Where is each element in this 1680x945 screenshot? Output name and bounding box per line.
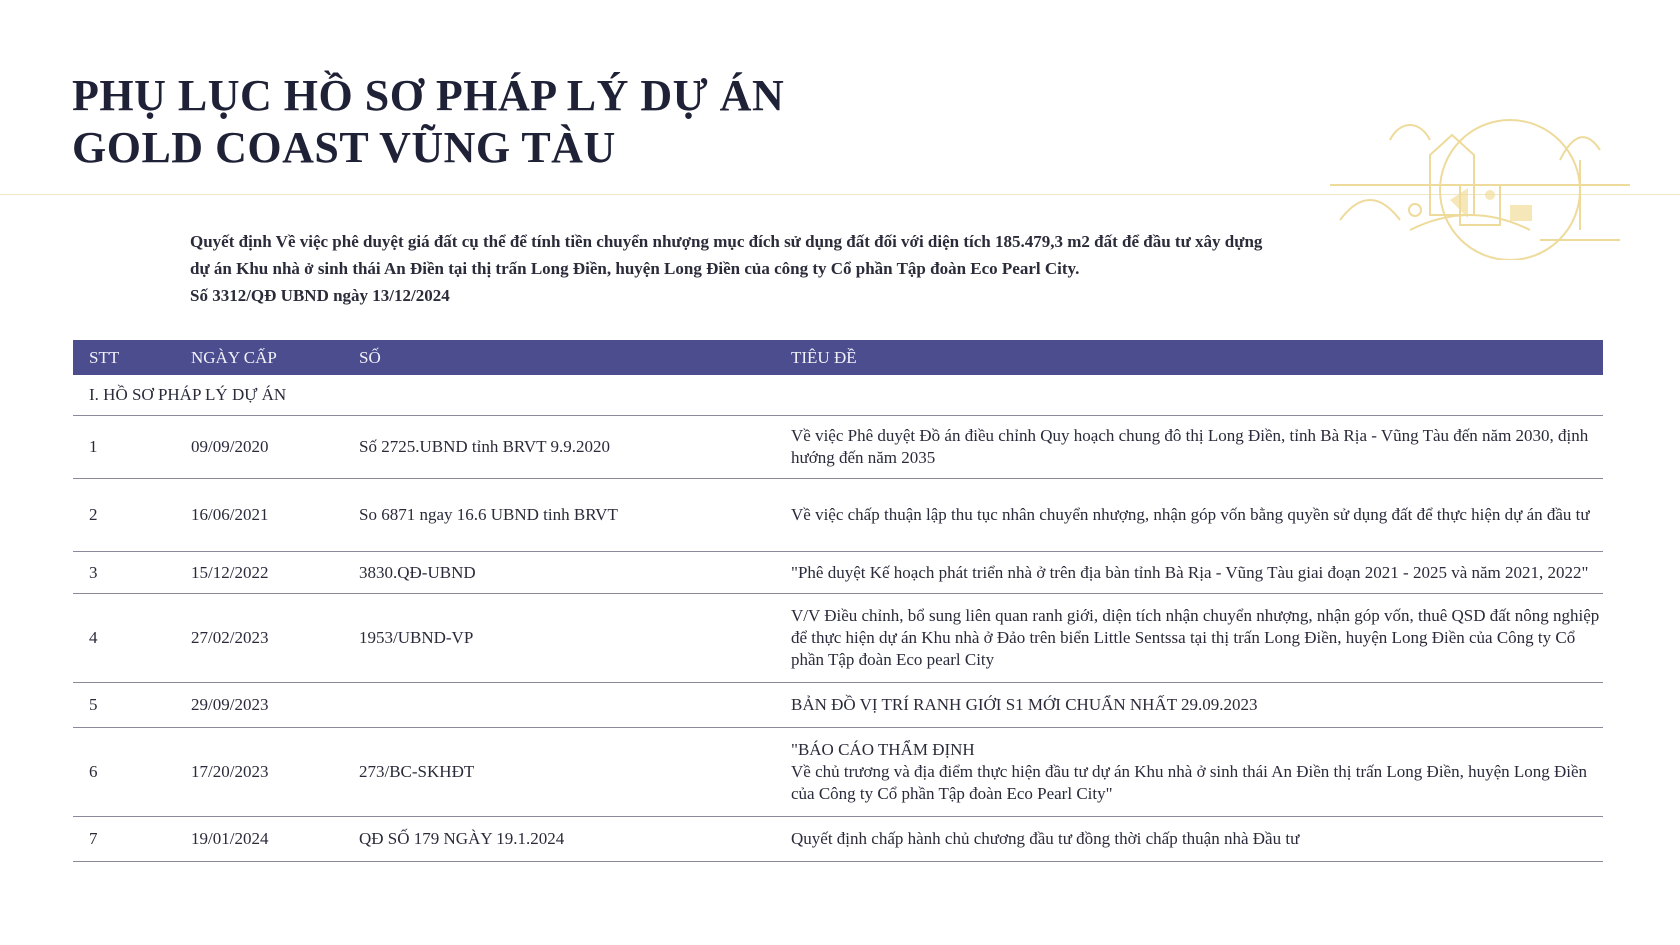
header-stt: STT: [89, 348, 120, 367]
row-number: [359, 683, 779, 727]
page-title: [72, 70, 784, 174]
row-date: 16/06/2021: [191, 505, 269, 524]
row-date: 19/01/2024: [191, 829, 269, 848]
row-title: V/V Điều chỉnh, bổ sung liên quan ranh giới, diện tích nhận chuyển nhượng, nhận góp vốn, thuê QSD đất nông nghiệp để thực hiện dự án Khu nhà ở Đảo trên biển Little Sentssa tại thị trấn Long Điền, huyện Long Điền của Công ty Cổ phần Tập đoàn Eco pearl City: [791, 606, 1600, 669]
row-title-body: Về chủ trương và địa điểm thực hiện đầu tư dự án Khu nhà ở sinh thái An Điền thị trấn Long Điền, huyện Long Điền của Công ty Cổ phần Tập đoàn Eco Pearl City": [791, 762, 1588, 803]
row-date: 15/12/2022: [191, 562, 269, 582]
row-number: QĐ SỐ 179 NGÀY 19.1.2024: [359, 829, 565, 848]
section-label: I. HỒ SƠ PHÁP LÝ DỰ ÁN: [89, 385, 287, 404]
table-row: [73, 594, 1603, 683]
header-title: TIÊU ĐỀ: [791, 348, 857, 367]
table-row: [73, 683, 1603, 728]
row-date: 29/09/2023: [191, 695, 269, 714]
row-title-heading: "BÁO CÁO THẨM ĐỊNH: [791, 740, 975, 759]
row-date: 09/09/2020: [191, 437, 269, 456]
row-stt: 5: [89, 695, 98, 714]
row-stt: 2: [89, 505, 98, 524]
decision-summary: [190, 228, 1340, 309]
table-row: [73, 817, 1603, 862]
row-title: Về việc Phê duyệt Đồ án điều chỉnh Quy hoạch chung đô thị Long Điền, tỉnh Bà Rịa - Vũng Tàu đến năm 2030, định hướng đến năm 2035: [791, 426, 1589, 467]
table-row: [73, 552, 1603, 594]
row-stt: 3: [89, 562, 98, 582]
row-title: Quyết định chấp hành chủ chương đầu tư đồng thời chấp thuận nhà Đầu tư: [791, 829, 1300, 848]
row-stt: 7: [89, 829, 98, 848]
decision-line-1: Quyết định Về việc phê duyệt giá đất cụ thể để tính tiền chuyển nhượng mục đích sử dụng đất đối với diện tích 185.479,3 m2 đất để đầu tư xây dựng: [190, 232, 1263, 251]
title-line-2: GOLD COAST VŨNG TÀU: [72, 123, 616, 172]
header-number: SỐ: [359, 348, 381, 367]
header-date: NGÀY CẤP: [191, 348, 277, 367]
row-date: 27/02/2023: [191, 628, 269, 647]
row-number: 3830.QĐ-UBND: [359, 562, 476, 582]
row-date: 17/20/2023: [191, 762, 269, 781]
row-title: Về việc chấp thuận lập thu tục nhân chuyển nhượng, nhận góp vốn bằng quyền sử dụng đất để thực hiện dự án đầu tư: [791, 505, 1590, 524]
table-row: [73, 479, 1603, 552]
section-heading: [73, 375, 1603, 416]
decision-line-2: dự án Khu nhà ở sinh thái An Điền tại thị trấn Long Điền, huyện Long Điền của công ty Cổ phần Tập đoàn Eco Pearl City.: [190, 259, 1080, 278]
row-title: BẢN ĐỒ VỊ TRÍ RANH GIỚI S1 MỚI CHUẨN NHẤT 29.09.2023: [791, 695, 1258, 714]
legal-documents-table: [73, 340, 1603, 862]
row-stt: 4: [89, 628, 98, 647]
title-line-1: PHỤ LỤC HỒ SƠ PHÁP LÝ DỰ ÁN: [72, 71, 785, 120]
row-number: 1953/UBND-VP: [359, 628, 474, 647]
row-number: Số 2725.UBND tỉnh BRVT 9.9.2020: [359, 437, 610, 456]
row-title: "Phê duyệt Kế hoạch phát triển nhà ở trên địa bàn tỉnh Bà Rịa - Vũng Tàu giai đoạn 2021 - 2025 và năm 2021, 2022": [791, 562, 1589, 582]
table-header: [73, 340, 1603, 375]
row-stt: 6: [89, 762, 98, 781]
table-row: [73, 416, 1603, 479]
row-stt: 1: [89, 437, 98, 456]
row-number: 273/BC-SKHĐT: [359, 762, 475, 781]
row-number: So 6871 ngay 16.6 UBND tinh BRVT: [359, 505, 618, 524]
table-row: [73, 728, 1603, 817]
row-title: [791, 728, 1611, 816]
decision-number: Số 3312/QĐ UBND ngày 13/12/2024: [190, 286, 450, 305]
coastal-illustration-icon: [1310, 100, 1640, 260]
